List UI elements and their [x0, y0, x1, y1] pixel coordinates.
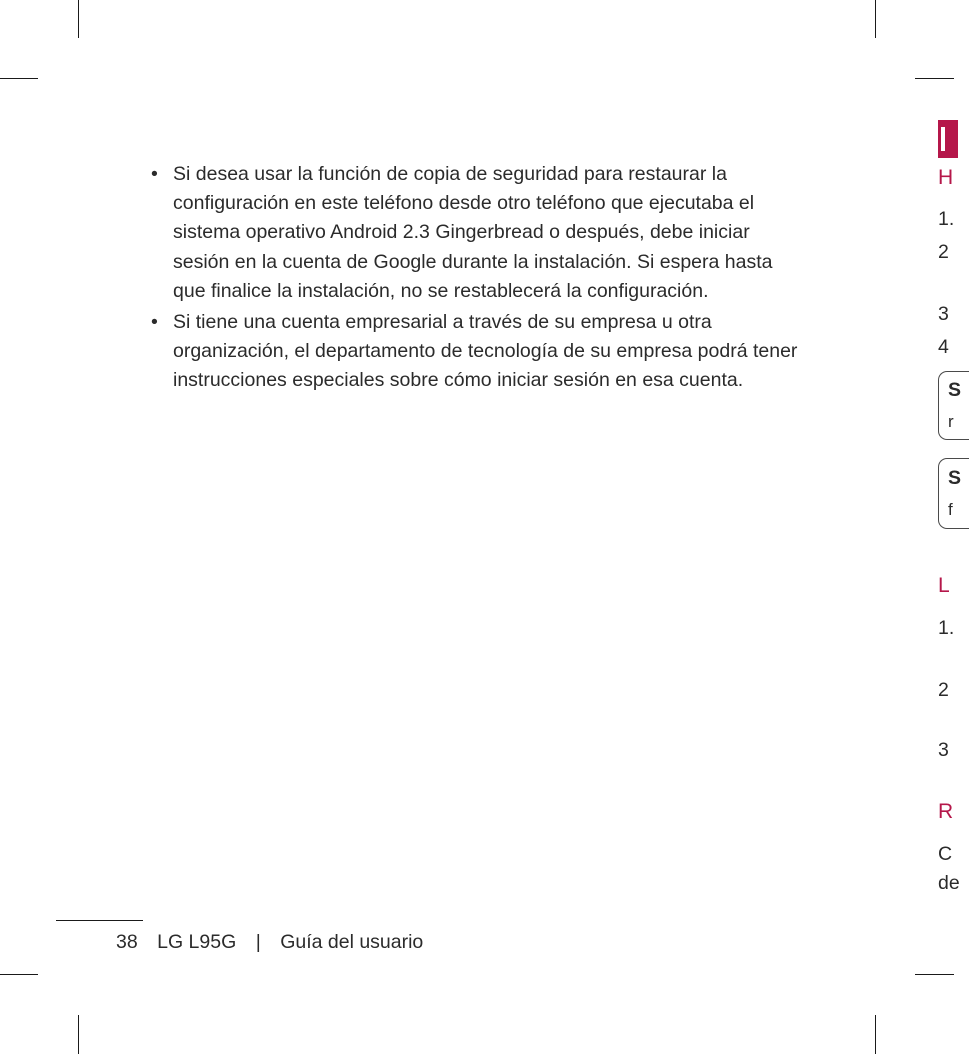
bullet-list — [148, 160, 798, 398]
peek-list-item: 4 — [938, 336, 949, 358]
bullet-item: • Si tiene una cuenta empresarial a través de su empresa u otra organización, el departamento de tecnología de su empresa podrá tener instrucciones especiales sobre cómo iniciar sesión en esa cuenta. — [148, 308, 798, 396]
peek-heading-3: R — [938, 800, 954, 823]
peek-note-text: r — [948, 412, 954, 431]
crop-mark-top-right-vertical — [875, 0, 876, 38]
peek-heading-1: H — [938, 166, 954, 189]
peek-note-title: S — [948, 379, 962, 401]
crop-mark-top-right-horizontal — [915, 78, 954, 79]
peek-list-item: 3 — [938, 739, 949, 761]
bullet-item: • Si desea usar la función de copia de seguridad para restaurar la configuración en este teléfono desde otro teléfono que ejecutaba el sistema operativo Android 2.3 Gingerbread o después, debe iniciar sesión en la cuenta de Google durante la instalación. Si espera hasta que finalice la instalación, no se restablecerá la configuración. — [148, 160, 798, 306]
crop-mark-top-left-vertical — [78, 0, 79, 38]
peek-text-line: C — [938, 843, 953, 865]
footer-rule — [56, 920, 143, 921]
page-number: 38 — [116, 931, 138, 953]
peek-note-title: S — [948, 467, 962, 489]
crop-mark-bottom-right-vertical — [875, 1015, 876, 1054]
peek-list-item: 3 — [938, 303, 949, 325]
model-name: LG L95G — [157, 931, 237, 953]
peek-list-item: 2 — [938, 679, 949, 701]
peek-list-item: 1. — [938, 208, 955, 230]
peek-heading-2: L — [938, 574, 950, 597]
page-footer — [116, 929, 437, 955]
crop-mark-top-left-horizontal — [0, 78, 38, 79]
peek-text-line: de — [938, 872, 960, 894]
footer-separator: | — [255, 931, 261, 953]
section-badge — [938, 120, 958, 158]
peek-list-item: 1. — [938, 617, 955, 639]
crop-mark-bottom-left-horizontal — [0, 974, 38, 975]
peek-note-text: f — [948, 500, 953, 519]
crop-mark-bottom-right-horizontal — [915, 974, 954, 975]
crop-mark-bottom-left-vertical — [78, 1015, 79, 1054]
guide-title: Guía del usuario — [280, 931, 424, 953]
peek-list-item: 2 — [938, 241, 949, 263]
